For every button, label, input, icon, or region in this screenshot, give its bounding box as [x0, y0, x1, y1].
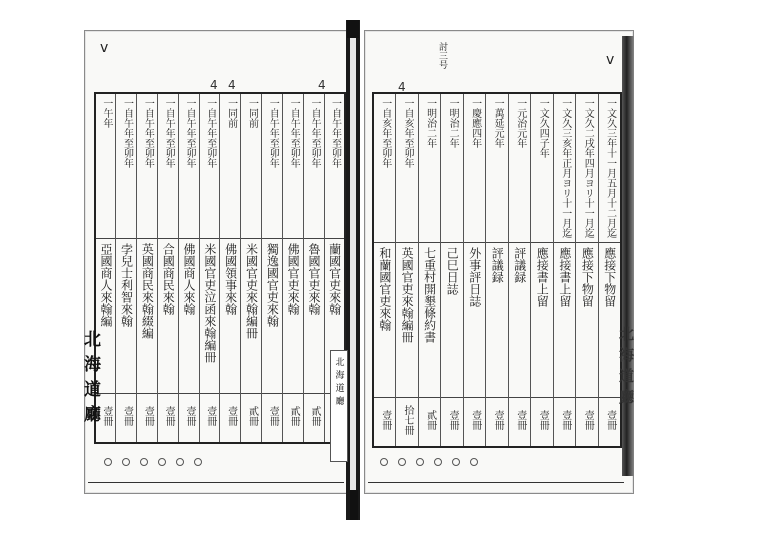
left-col-count — [157, 394, 178, 444]
right-col-title — [553, 242, 576, 397]
left-col-count — [262, 394, 283, 444]
left-col-count — [241, 394, 262, 444]
left-col-title — [137, 239, 158, 394]
entry-count: 貳冊 — [424, 409, 436, 430]
left-col-count — [282, 394, 303, 444]
entry-title: 英國官吏來翰編冊 — [400, 246, 415, 343]
binding-clip-bottom — [350, 490, 358, 520]
entry-date: 一自午年至卯年 — [204, 98, 216, 168]
left-col-date — [137, 93, 158, 239]
entry-count: 壹冊 — [492, 409, 504, 430]
entry-date: 一文久三年十一月五月十二月迄 — [604, 98, 616, 238]
entry-title: 評議録 — [490, 246, 505, 283]
entry-date: 一元治元年 — [514, 98, 526, 148]
right-col-title — [531, 242, 554, 397]
entry-count: 壹冊 — [100, 406, 112, 427]
entry-date: 一明治二年 — [447, 98, 459, 148]
pencil-tick: 4 — [228, 78, 236, 92]
entry-title: 孛兒士利智來翰 — [119, 243, 134, 327]
entry-count: 壹冊 — [514, 409, 526, 430]
left-col-title — [282, 239, 303, 394]
entry-title: 和蘭國官吏來翰 — [377, 246, 392, 331]
entry-count: 壹冊 — [559, 409, 571, 430]
left-col-date — [178, 93, 199, 239]
entry-date: 一同前 — [246, 98, 258, 128]
entry-count: 拾七冊 — [402, 404, 414, 435]
entry-date: 一文久三亥年正月ヨリ十一月迄 — [559, 98, 571, 238]
left-col-count — [303, 394, 324, 444]
pencil-tick: 4 — [210, 78, 218, 92]
left-col-title — [220, 239, 241, 394]
right-col-title — [373, 242, 396, 397]
entry-count: 壹冊 — [582, 409, 594, 430]
hole-mark — [176, 458, 184, 466]
entry-count: 壹冊 — [225, 406, 237, 427]
hole-mark — [380, 458, 388, 466]
right-col-date — [486, 93, 509, 242]
left-col-count — [220, 394, 241, 444]
right-col-count — [508, 397, 531, 447]
left-col-date — [116, 93, 137, 239]
entry-count: 壹冊 — [379, 409, 391, 430]
right-col-title — [396, 242, 419, 397]
left-col-date — [199, 93, 220, 239]
right-register-table — [372, 92, 622, 448]
right-col-count — [441, 397, 464, 447]
left-col-count — [178, 394, 199, 444]
hole-mark — [158, 458, 166, 466]
left-col-title — [241, 239, 262, 394]
corner-mark-left: v — [100, 40, 109, 56]
entry-date: 一自午年至卯年 — [308, 98, 320, 168]
hole-mark — [398, 458, 406, 466]
right-col-date — [553, 93, 576, 242]
entry-count: 貳冊 — [308, 406, 320, 427]
entry-title: 佛國領事來翰 — [223, 243, 238, 315]
entry-count: 壹冊 — [469, 409, 481, 430]
entry-title: 魯國官吏來翰 — [306, 243, 321, 315]
right-col-date — [463, 93, 486, 242]
edge-stamp-text: 北海道廳 — [333, 357, 344, 409]
right-col-title — [486, 242, 509, 397]
right-col-date — [396, 93, 419, 242]
left-col-date — [220, 93, 241, 239]
right-col-count — [418, 397, 441, 447]
entry-date: 一自午年至卯年 — [329, 98, 341, 168]
entry-title: 合國商民來翰 — [161, 243, 176, 315]
entry-title: 應接下物留 — [580, 246, 595, 307]
left-col-date — [282, 93, 303, 239]
entry-date: 一萬延元年 — [492, 98, 504, 148]
entry-title: 應接書上留 — [535, 246, 550, 307]
right-col-date — [373, 93, 396, 242]
entry-title: 亞國商人來翰編 — [98, 243, 113, 327]
hole-mark — [104, 458, 112, 466]
right-col-date — [508, 93, 531, 242]
entry-date: 一自午年至卯年 — [288, 98, 300, 168]
binding-holes-right — [380, 458, 478, 466]
left-col-title — [116, 239, 137, 394]
entry-date: 一自亥年至卯年 — [379, 98, 391, 168]
left-col-count — [137, 394, 158, 444]
entry-count: 貳冊 — [288, 406, 300, 427]
entry-date: 一午年 — [100, 98, 112, 128]
edge-stamp-label — [330, 350, 348, 462]
left-col-title — [262, 239, 283, 394]
entry-title: 應接下物留 — [602, 246, 617, 307]
left-col-date — [262, 93, 283, 239]
entry-count: 壹冊 — [183, 406, 195, 427]
hole-mark — [122, 458, 130, 466]
right-col-count — [463, 397, 486, 447]
right-col-title — [463, 242, 486, 397]
left-col-count — [199, 394, 220, 444]
binding-holes-left — [104, 458, 202, 466]
right-col-count — [396, 397, 419, 447]
entry-date: 一自午年至卯年 — [142, 98, 154, 168]
entry-count: 壹冊 — [121, 406, 133, 427]
left-col-date — [303, 93, 324, 239]
right-col-title — [576, 242, 599, 397]
hole-mark — [470, 458, 478, 466]
hole-mark — [434, 458, 442, 466]
left-col-title — [199, 239, 220, 394]
book-edge — [622, 36, 634, 476]
left-col-count — [116, 394, 137, 444]
entry-count: 壹冊 — [267, 406, 279, 427]
hole-mark — [140, 458, 148, 466]
right-col-date — [598, 93, 621, 242]
entry-date: 一自午年至卯年 — [267, 98, 279, 168]
header-note: 討三号 — [437, 42, 447, 69]
entry-title: 佛國官吏來翰 — [286, 243, 301, 315]
entry-title: 英國商民來翰綴編 — [140, 243, 155, 339]
entry-title: 獨逸國官吏來翰 — [265, 243, 280, 327]
entry-title: 佛國商人來翰 — [182, 243, 197, 315]
pencil-tick: 4 — [318, 78, 326, 92]
entry-date: 一自午年至卯年 — [163, 98, 175, 168]
right-col-title — [418, 242, 441, 397]
right-col-count — [576, 397, 599, 447]
entry-title: 米國官吏泣函來翰編冊 — [202, 243, 217, 363]
entry-count: 壹冊 — [604, 409, 616, 430]
entry-title: 七重村開墾條約書 — [422, 246, 437, 343]
entry-date: 一自午年至卯年 — [183, 98, 195, 168]
left-register-table — [94, 92, 346, 444]
entry-count: 壹冊 — [537, 409, 549, 430]
binding-clip-top — [347, 20, 359, 38]
left-col-date — [324, 93, 345, 239]
right-col-count — [553, 397, 576, 447]
hokkaido-office-stamp-left: 北海道廳 — [80, 330, 100, 430]
entry-title: 己巳日誌 — [445, 246, 460, 295]
entry-date: 一文久四子年 — [537, 98, 549, 158]
entry-date: 一文久二戌年四月ヨリ十一月迄 — [582, 98, 594, 238]
entry-count: 貳冊 — [246, 406, 258, 427]
entry-title: 米國官吏來翰編冊 — [244, 243, 259, 339]
bottom-rule-left — [88, 482, 344, 483]
right-col-title — [441, 242, 464, 397]
hole-mark — [194, 458, 202, 466]
entry-date: 一自亥年至卯年 — [402, 98, 414, 168]
right-col-date — [531, 93, 554, 242]
entry-count: 壹冊 — [204, 406, 216, 427]
left-col-date — [157, 93, 178, 239]
bottom-rule-right — [368, 482, 624, 483]
right-col-date — [441, 93, 464, 242]
hole-mark — [452, 458, 460, 466]
entry-title: 外事評日誌 — [467, 246, 482, 307]
hokkaido-office-stamp-right: 北海道廳 — [617, 326, 635, 410]
entry-count: 壹冊 — [163, 406, 175, 427]
book-gutter — [346, 20, 360, 520]
right-col-title — [508, 242, 531, 397]
left-col-title — [157, 239, 178, 394]
hole-mark — [416, 458, 424, 466]
left-col-date — [241, 93, 262, 239]
corner-mark-right: v — [606, 52, 615, 68]
right-col-count — [373, 397, 396, 447]
left-col-title — [178, 239, 199, 394]
entry-date: 一慶應四年 — [469, 98, 481, 148]
right-col-date — [418, 93, 441, 242]
pencil-tick: 4 — [398, 80, 406, 94]
entry-count: 壹冊 — [142, 406, 154, 427]
right-col-count — [531, 397, 554, 447]
entry-date: 一自午年至卯年 — [121, 98, 133, 168]
entry-title: 應接書上留 — [557, 246, 572, 307]
entry-count: 壹冊 — [447, 409, 459, 430]
left-col-date — [95, 93, 116, 239]
left-col-title — [303, 239, 324, 394]
right-col-count — [486, 397, 509, 447]
entry-date: 一同前 — [225, 98, 237, 128]
right-col-date — [576, 93, 599, 242]
entry-date: 一明治二年 — [424, 98, 436, 148]
entry-title: 蘭國官吏來翰 — [327, 243, 342, 315]
entry-title: 評議録 — [512, 246, 527, 283]
